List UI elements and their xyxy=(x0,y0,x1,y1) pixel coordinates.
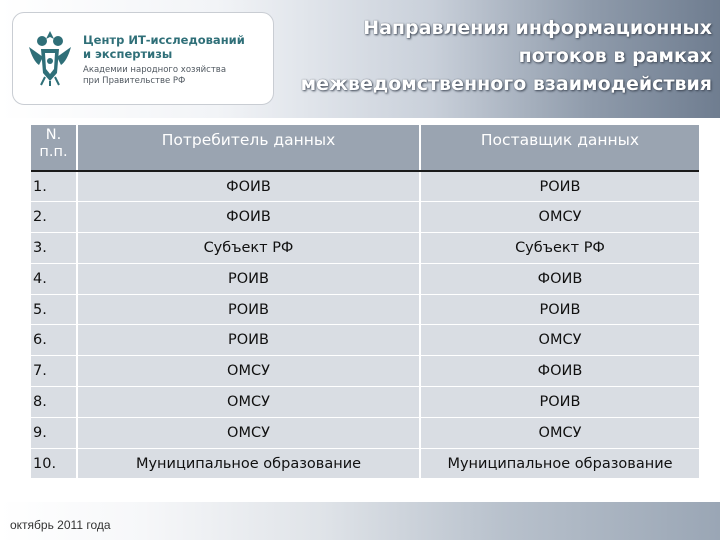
table-row xyxy=(31,263,699,294)
footer-date: октябрь 2011 года xyxy=(10,518,111,532)
consumer-cell: РОИВ xyxy=(77,263,420,294)
page-title-line3: межведомственного взаимодействия xyxy=(300,73,712,95)
column-header-number-line2: п.п. xyxy=(39,144,68,160)
table-row xyxy=(31,171,699,202)
table-row xyxy=(31,294,699,325)
row-number-cell: 8. xyxy=(31,387,77,418)
row-number-cell: 10. xyxy=(31,448,77,479)
provider-cell: ОМСУ xyxy=(420,417,699,448)
provider-cell: РОИВ xyxy=(420,387,699,418)
row-number-cell: 7. xyxy=(31,356,77,387)
consumer-cell: Муниципальное образование xyxy=(77,448,420,479)
page-title-line2: потоков в рамках xyxy=(518,45,712,67)
provider-cell: РОИВ xyxy=(420,171,699,202)
row-number-cell: 9. xyxy=(31,417,77,448)
provider-cell: РОИВ xyxy=(420,294,699,325)
column-header-number xyxy=(31,125,77,171)
provider-cell: ОМСУ xyxy=(420,202,699,233)
consumer-cell: Субъект РФ xyxy=(77,233,420,264)
row-number-cell: 4. xyxy=(31,263,77,294)
table-row xyxy=(31,356,699,387)
row-number-cell: 3. xyxy=(31,233,77,264)
data-flow-table xyxy=(31,125,699,479)
consumer-cell: РОИВ xyxy=(77,325,420,356)
org-name-line2: и экспертизы xyxy=(83,47,173,61)
logo-block xyxy=(12,12,274,105)
table-row xyxy=(31,417,699,448)
provider-cell: Муниципальное образование xyxy=(420,448,699,479)
table-row xyxy=(31,448,699,479)
page-title xyxy=(242,14,712,98)
provider-cell: Субъект РФ xyxy=(420,233,699,264)
row-number-cell: 2. xyxy=(31,202,77,233)
table-row xyxy=(31,387,699,418)
row-number-cell: 6. xyxy=(31,325,77,356)
consumer-cell: ФОИВ xyxy=(77,202,420,233)
row-number-cell: 5. xyxy=(31,294,77,325)
consumer-cell: РОИВ xyxy=(77,294,420,325)
provider-cell: ФОИВ xyxy=(420,263,699,294)
column-header-consumer: Потребитель данных xyxy=(77,125,420,171)
column-header-number-line1: N. xyxy=(45,127,62,143)
double-headed-eagle-emblem-icon xyxy=(27,27,73,87)
row-number-cell: 1. xyxy=(31,171,77,202)
org-sub-line2: при Правительстве РФ xyxy=(83,76,186,86)
table-row xyxy=(31,202,699,233)
org-sub-line1: Академии народного хозяйства xyxy=(83,65,227,75)
table-header-row xyxy=(31,125,699,171)
consumer-cell: ОМСУ xyxy=(77,417,420,448)
consumer-cell: ОМСУ xyxy=(77,387,420,418)
org-name-line1: Центр ИТ-исследований xyxy=(83,33,245,47)
org-name xyxy=(83,33,268,61)
table-row xyxy=(31,233,699,264)
table-row xyxy=(31,325,699,356)
consumer-cell: ФОИВ xyxy=(77,171,420,202)
table-body xyxy=(31,171,699,479)
consumer-cell: ОМСУ xyxy=(77,356,420,387)
provider-cell: ОМСУ xyxy=(420,325,699,356)
org-subtitle xyxy=(83,65,268,87)
page-title-line1: Направления информационных xyxy=(363,17,712,39)
provider-cell: ФОИВ xyxy=(420,356,699,387)
column-header-provider: Поставщик данных xyxy=(420,125,699,171)
